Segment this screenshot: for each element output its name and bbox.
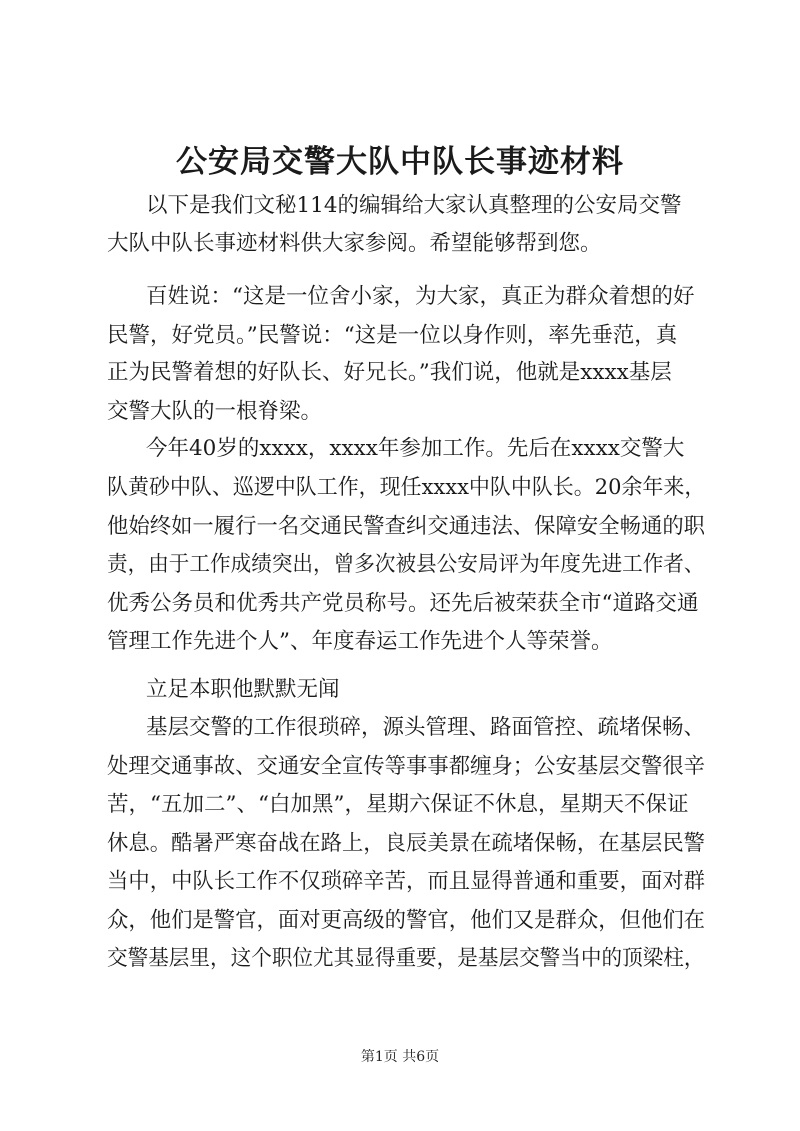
text-line: 队黄砂中队、巡逻中队工作，现任xxxx中队中队长。20余年来， xyxy=(107,475,706,500)
text-line: 处理交通事故、交通安全宣传等事事都缠身；公安基层交警很辛 xyxy=(107,754,706,779)
text-line: 正为民警着想的好队长、好兄长。”我们说，他就是xxxx基层 xyxy=(107,360,672,385)
text-line: 大队中队长事迹材料供大家参阅。希望能够帮到您。 xyxy=(107,231,602,256)
text-line: 交警大队的一根脊梁。 xyxy=(107,399,323,424)
section-heading: 立足本职他默默无闻 xyxy=(146,677,340,702)
text-line: 百姓说：“这是一位舍小家，为大家，真正为群众着想的好 xyxy=(146,284,695,309)
page-footer: 第1页 共6页 xyxy=(360,1049,440,1065)
text-line: 优秀公务员和优秀共产党员称号。还先后被荣获全市“道路交通 xyxy=(107,591,699,616)
document-title: 公安局交警大队中队长事迹材料 xyxy=(176,144,624,180)
text-line: 管理工作先进个人”、年度春运工作先进个人等荣誉。 xyxy=(107,629,613,654)
text-line: 苦，“五加二”、“白加黑”，星期六保证不休息，星期天不保证 xyxy=(107,792,689,817)
text-line: 休息。酷暑严寒奋战在路上，良辰美景在疏堵保畅，在基层民警 xyxy=(107,831,706,856)
text-line: 责，由于工作成绩突出，曾多次被县公安局评为年度先进工作者、 xyxy=(107,552,705,577)
text-line: 今年40岁的xxxx，xxxx年参加工作。先后在xxxx交警大 xyxy=(146,436,685,461)
text-line: 当中，中队长工作不仅琐碎辛苦，而且显得普通和重要，面对群 xyxy=(107,869,706,894)
text-line: 民警，好党员。”民警说：“这是一位以身作则，率先垂范，真 xyxy=(107,323,678,348)
text-line: 众，他们是警官，面对更高级的警官，他们又是群众，但他们在 xyxy=(107,908,706,933)
text-line: 交警基层里，这个职位尤其显得重要，是基层交警当中的顶梁柱， xyxy=(107,946,705,971)
text-line: 以下是我们文秘114的编辑给大家认真整理的公安局交警 xyxy=(146,193,682,218)
text-line: 基层交警的工作很琐碎，源头管理、路面管控、疏堵保畅、 xyxy=(146,715,706,740)
text-line: 他始终如一履行一名交通民警查纠交通违法、保障安全畅通的职 xyxy=(107,514,706,539)
